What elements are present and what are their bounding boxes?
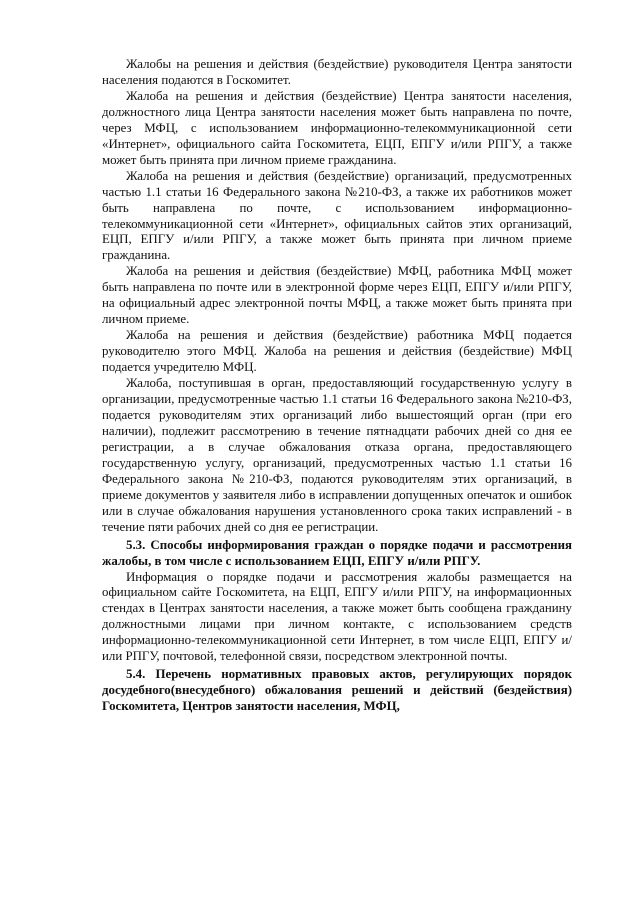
paragraph-complaints-mfc-worker: Жалоба на решения и действия (бездействие) работника МФЦ подается руководителю этого МФЦ. Жалоба на решения и действия (бездействие) МФЦ подается учредителю МФЦ. — [102, 328, 572, 375]
paragraph-complaints-center: Жалоба на решения и действия (бездействие) Центра занятости населения, должностного лица Центра занятости населения может быть направлена по почте, через МФЦ, с использованием информационно-телекоммуникационной сети «Интернет», официального сайта Госкомитета, ЕЦП, ЕПГУ и/или РПГУ, а также может быть принята при личном приеме гражданина. — [102, 88, 572, 167]
section-heading-5-3: 5.3. Способы информирования граждан о порядке подачи и рассмотрения жалобы, в том числе с использованием ЕЦП, ЕПГУ и/или РПГУ. — [102, 537, 572, 568]
section-heading-5-4: 5.4. Перечень нормативных правовых актов, регулирующих порядок досудебного(внесудебного) обжалования решений и действий (бездействия) Госкомитета, Центров занятости населения, МФЦ, — [102, 667, 572, 714]
paragraph-complaints-mfc: Жалоба на решения и действия (бездействие) МФЦ, работника МФЦ может быть направлена по почте или в электронной форме через ЕЦП, ЕПГУ и/или РПГУ, на официальный адрес электронной почты МФЦ, а также может быть принята при личном приеме. — [102, 264, 572, 327]
paragraph-complaints-director: Жалобы на решения и действия (бездействие) руководителя Центра занятости населения подаются в Госкомитет. — [102, 57, 572, 87]
document-body — [102, 57, 572, 715]
paragraph-information-methods: Информация о порядке подачи и рассмотрения жалобы размещается на официальном сайте Госкомитета, на ЕЦП, ЕПГУ и/или РПГУ, на информационных стендах в Центрах занятости населения, а также может быть сообщена гражданину должностными лицами при личном контакте, с использованием средств информационно-телекоммуникационной сети Интернет, в том числе ЕЦП, ЕПГУ и/или РПГУ, почтовой, телефонной связи, посредством электронной почты. — [102, 569, 572, 664]
paragraph-complaint-processing: Жалоба, поступившая в орган, предоставляющий государственную услугу в организации, предусмотренные частью 1.1 статьи 16 Федерального закона №210-ФЗ, подается руководителям этих организаций либо вышестоящий орган (при его наличии), подлежит рассмотрению в течение пятнадцати рабочих дней со дня ее регистрации, а в случае обжалования отказа органа, предоставляющего государственную услугу, организаций, предусмотренных частью 1.1 статьи 16 Федерального закона №210-ФЗ, подаются руководителям этих организаций, в приеме документов у заявителя либо в исправлении допущенных опечаток и ошибок или в случае обжалования нарушения установленного срока таких исправлений - в течение пяти рабочих дней со дня ее регистрации. — [102, 376, 572, 534]
paragraph-complaints-organizations: Жалоба на решения и действия (бездействие) организаций, предусмотренных частью 1.1 статьи 16 Федерального закона №210-ФЗ, а также их работников может быть направлена по почте, с использованием информационно-телекоммуникационной сети «Интернет», официальных сайтов этих организаций, ЕЦП, ЕПГУ и/или РПГУ, а также может быть принята при личном приеме гражданина. — [102, 168, 572, 263]
